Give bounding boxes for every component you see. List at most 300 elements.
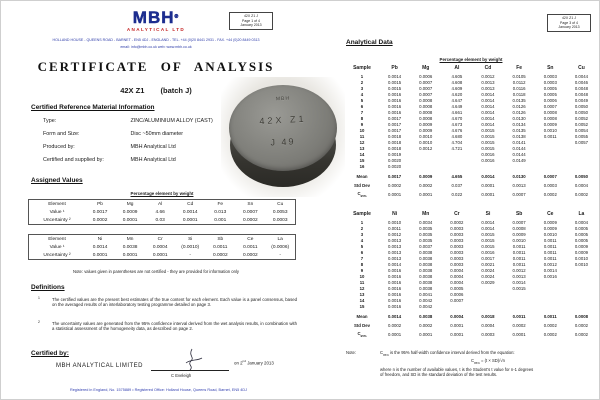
value-cell: 0.0017 <box>387 127 402 133</box>
value-cell: - <box>189 252 192 258</box>
value-cell: 4.680 <box>451 133 463 139</box>
value-cell: 0.0019 <box>387 151 402 157</box>
value-cell: 0.0011 <box>543 249 557 255</box>
page3-corner-box <box>547 14 591 32</box>
value-cell: 0.0009 <box>574 243 588 249</box>
value-cell: 0.0016 <box>387 267 402 273</box>
value-cell: 0.0005 <box>543 85 557 91</box>
definition-marker: 1 <box>38 296 40 300</box>
value-cell: 0.0038 <box>419 285 433 291</box>
value-cell: 0.0010 <box>419 139 433 145</box>
value-cell: 0.0010 <box>574 261 588 267</box>
value-cell: Sn <box>247 201 254 207</box>
value-cell: 4.647 <box>451 97 463 103</box>
value-cell: 0.0016 <box>387 297 402 303</box>
value-cell: La <box>277 236 283 242</box>
value-cell: 0.03 <box>155 217 165 223</box>
value-cell: 0.0012 <box>481 73 495 79</box>
value-cell: Al <box>454 65 460 71</box>
crm-value: MBH Analytical Ltd <box>130 157 176 163</box>
value-cell: 0.0014 <box>481 115 495 121</box>
value-cell: 0.0008 <box>512 225 526 231</box>
value-cell: 0.0015 <box>387 85 402 91</box>
product-ref-code: 42X Z1 <box>120 86 145 95</box>
value-cell: 0.0005 <box>574 237 588 243</box>
value-cell: 4.655 <box>451 173 463 179</box>
value-cell: Ni <box>97 236 103 242</box>
value-cell: Cd <box>484 65 492 71</box>
crm-value: MBH Analytical Ltd <box>130 144 176 150</box>
value-cell: 0.0002 <box>574 191 588 197</box>
value-cell: 4.676 <box>451 127 463 133</box>
row-label-cell: 6 <box>360 103 364 109</box>
value-cell: Cd <box>187 201 194 207</box>
value-cell: 0.0014 <box>481 121 495 127</box>
row-label-cell: 9 <box>360 267 364 273</box>
value-cell: 0.0011 <box>543 237 557 243</box>
value-cell: 0.0010 <box>419 133 433 139</box>
value-cell: 0.0048 <box>574 91 588 97</box>
corner-page: Page 3 of 4 <box>560 20 578 25</box>
value-cell: 0.0005 <box>450 285 464 291</box>
value-cell: 4.66 <box>155 209 165 215</box>
value-cell: 0.0003 <box>450 249 464 255</box>
value-cell: 0.0001 <box>450 322 464 328</box>
value-cell: 0.0116 <box>512 85 526 91</box>
value-cell: 0.0011 <box>243 244 258 250</box>
value-cell: 0.0001 <box>481 191 495 197</box>
value-cell: 0.0013 <box>512 182 526 188</box>
value-cell: 0.0001 <box>182 217 198 223</box>
value-cell: 0.0009 <box>419 121 433 127</box>
value-cell: 0.0002 <box>419 182 433 188</box>
table-row <box>345 328 597 338</box>
value-cell: 0.0048 <box>574 85 588 91</box>
value-cell: 0.0035 <box>419 237 433 243</box>
table-row <box>345 211 597 219</box>
value-cell: 0.0003 <box>450 225 464 231</box>
value-cell: 0.0016 <box>481 151 495 157</box>
value-cell: 0.0042 <box>419 297 433 303</box>
value-cell: 0.0006 <box>543 97 557 103</box>
value-cell: 0.0001 <box>387 331 402 337</box>
parentheses-note: Note: values given in parentheses are not certified - they are provided for information only <box>73 269 239 274</box>
value-cell: 0.0016 <box>387 291 402 297</box>
row-label-cell: Element <box>48 236 66 242</box>
value-cell: 0.0010 <box>387 219 402 225</box>
value-cell: 0.0001 <box>419 331 433 337</box>
value-cell: 0.0011 <box>213 244 228 250</box>
value-cell: 0.0012 <box>512 267 526 273</box>
signatory-name: C Eveleigh <box>171 373 192 378</box>
value-cell: 0.0003 <box>450 243 464 249</box>
value-cell: 0.0135 <box>512 127 526 133</box>
value-cell: 0.0002 <box>574 322 588 328</box>
definition-2 <box>39 321 297 332</box>
note-equation: $C_{95\%} = (t \times SD)/√n$ <box>471 358 505 366</box>
value-cell: 0.0017 <box>387 121 402 127</box>
value-cell: 0.0003 <box>543 182 557 188</box>
value-cell: 0.0009 <box>419 173 433 179</box>
value-cell: 0.0016 <box>481 157 495 163</box>
note-line-2: where n is the number of available values, t is the Student's t value for n-1 degrees <box>380 366 534 372</box>
value-cell: Ce <box>247 236 254 242</box>
value-cell: 0.0012 <box>387 231 402 237</box>
value-cell: Cu <box>578 65 585 71</box>
row-label-cell: 9 <box>360 121 364 127</box>
row-label-cell: 13 <box>359 145 365 151</box>
value-cell: 0.0004 <box>450 279 464 285</box>
value-cell: 0.0009 <box>543 121 557 127</box>
value-cell: 4.704 <box>451 139 463 145</box>
value-cell: 0.0016 <box>387 285 402 291</box>
value-cell: 0.0007 <box>450 297 464 303</box>
value-cell: 0.0002 <box>543 191 557 197</box>
corner-date: January 2013 <box>240 23 262 28</box>
corner-date: January 2013 <box>558 25 580 30</box>
value-cell: 0.0011 <box>543 243 557 249</box>
note-line-1: $C_{95\%}$ is the 95% half-width confidence interval derived from the equation: <box>380 350 515 357</box>
certified-by-heading: Certified by: <box>31 350 69 357</box>
value-cell: 0.0013 <box>481 79 495 85</box>
value-cell: 0.0002 <box>243 252 258 258</box>
disc-engraving-batch: J 49 <box>270 136 296 148</box>
value-cell: 0.0014 <box>481 225 495 231</box>
value-cell: 0.0008 <box>574 313 588 319</box>
value-cell: 0.0014 <box>481 109 495 115</box>
value-cell: 0.0017 <box>387 115 402 121</box>
value-cell: 0.0018 <box>481 313 495 319</box>
value-cell: La <box>578 211 585 217</box>
crm-value: Disc ~50mm diameter <box>130 131 184 137</box>
value-cell: 0.0007 <box>512 219 526 225</box>
crm-label: Certified and supplied by: <box>43 157 104 163</box>
value-cell: 0.0038 <box>122 244 138 250</box>
value-cell: 0.0038 <box>419 249 433 255</box>
value-cell: 0.0055 <box>574 133 588 139</box>
value-cell: 0.0012 <box>543 261 557 267</box>
value-cell: 0.0014 <box>481 173 495 179</box>
value-cell: 0.0053 <box>272 209 288 215</box>
value-cell: 0.0015 <box>481 243 495 249</box>
value-cell: 0.0015 <box>481 145 495 151</box>
value-cell: 0.0010 <box>574 255 588 261</box>
value-cell: 0.0007 <box>419 79 433 85</box>
value-cell: 0.0021 <box>481 261 495 267</box>
batch-label: (batch J) <box>160 86 192 95</box>
value-cell: 0.0141 <box>512 139 526 145</box>
value-cell: 0.0035 <box>419 225 433 231</box>
row-label-cell: 14 <box>359 151 365 157</box>
value-cell: 0.0011 <box>512 243 526 249</box>
value-cell: 0.0009 <box>512 231 526 237</box>
row-label-cell: 16 <box>359 163 365 169</box>
value-cell: 0.0024 <box>481 273 495 279</box>
value-cell: Fe <box>516 65 523 71</box>
value-cell: 0.0038 <box>419 261 433 267</box>
value-cell: 0.0006 <box>450 291 464 297</box>
value-cell: 4.620 <box>451 91 463 97</box>
value-cell: 0.0016 <box>387 103 402 109</box>
value-cell: Cu <box>277 201 284 207</box>
value-cell: 0.0016 <box>387 97 402 103</box>
row-label-cell: Std Dev <box>354 182 370 188</box>
value-cell: 0.0002 <box>543 331 557 337</box>
row-label-cell: 4 <box>360 237 364 243</box>
value-cell: 4.670 <box>451 115 463 121</box>
value-cell: 0.0144 <box>512 151 526 157</box>
contact-line: email: info@mbh.co.uk web: www.mbh.co.uk <box>120 45 192 49</box>
row-label-cell: Element <box>48 201 66 207</box>
value-cell: 0.0002 <box>212 252 228 258</box>
value-cell: 0.0038 <box>419 273 433 279</box>
value-cell: Fe <box>217 201 224 207</box>
value-cell: 0.0013 <box>481 85 495 91</box>
value-cell: 0.0014 <box>481 103 495 109</box>
value-cell: Si <box>485 211 491 217</box>
value-cell: 0.022 <box>451 191 463 197</box>
table-row <box>345 65 597 73</box>
value-cell: 0.0016 <box>481 249 495 255</box>
value-cell: 0.0024 <box>481 267 495 273</box>
value-cell: 0.0004 <box>574 219 588 225</box>
value-cell: 0.0003 <box>450 237 464 243</box>
value-cell: 0.0011 <box>512 255 526 261</box>
disc-engraving-brand: MBH <box>275 95 291 103</box>
value-cell: 0.0007 <box>543 103 557 109</box>
value-cell: 0.0130 <box>512 173 526 179</box>
value-cell: 0.0011 <box>512 261 526 267</box>
row-label-cell: 7 <box>360 109 364 115</box>
value-cell: Sb <box>515 211 523 217</box>
value-cell: 0.0049 <box>574 97 588 103</box>
value-cell: 0.0009 <box>574 249 588 255</box>
value-cell: 0.0105 <box>512 73 526 79</box>
value-cell: 0.0009 <box>122 209 138 215</box>
table-row <box>29 216 296 225</box>
value-cell: 0.0009 <box>419 127 433 133</box>
value-cell: 0.0012 <box>419 145 433 151</box>
disc-top-face <box>229 85 337 171</box>
value-cell: 0.0013 <box>387 243 402 249</box>
definition-1 <box>39 297 297 308</box>
row-label-cell: Std Dev <box>354 322 370 328</box>
value-cell: 0.0035 <box>419 231 433 237</box>
definition-text: The certified values are the present best estimates of the true content for each element. Each value is a panel consensus, based on the averaged results of an interlaboratory testing programme detailed on page 3. <box>52 297 297 308</box>
row-label-cell: Sample <box>353 65 371 71</box>
value-cell: 0.0038 <box>419 255 433 261</box>
value-cell: 0.0002 <box>387 322 402 328</box>
row-label-cell: 15 <box>359 303 365 309</box>
disc-engraving-ref: 42X Z1 <box>259 113 307 127</box>
row-label-cell: Sample <box>353 211 371 217</box>
value-cell: 0.0014 <box>481 97 495 103</box>
value-cell: 0.0004 <box>450 267 464 273</box>
value-cell: 0.0002 <box>450 219 464 225</box>
value-cell: 0.0007 <box>243 209 258 215</box>
value-cell: 0.0011 <box>388 225 401 231</box>
value-cell: 0.0014 <box>387 73 402 79</box>
value-cell: 0.0002 <box>419 322 433 328</box>
value-cell: 0.0004 <box>481 322 495 328</box>
value-cell: 0.0050 <box>574 109 588 115</box>
value-cell: Al <box>158 201 163 207</box>
crm-label: Produced by: <box>43 144 75 150</box>
value-cell: 0.0135 <box>512 97 526 103</box>
value-cell: Mg <box>422 65 430 71</box>
value-cell: 0.0002 <box>92 217 108 223</box>
assigned-values-heading: Assigned Values <box>31 177 83 184</box>
value-cell: 0.0015 <box>481 139 495 145</box>
table-row <box>345 309 597 319</box>
value-cell: 0.0013 <box>387 255 402 261</box>
row-label-cell: $C_{95\%}$ <box>357 191 367 198</box>
crm-label: Type: <box>43 118 57 124</box>
value-cell: 0.0016 <box>387 303 402 309</box>
row-label-cell: 11 <box>359 133 365 139</box>
signature <box>179 347 205 371</box>
table-row <box>345 319 597 328</box>
value-cell: 0.0118 <box>512 91 526 97</box>
value-cell: 0.0010 <box>512 237 526 243</box>
value-cell: 0.0001 <box>450 331 464 337</box>
value-cell: 0.0008 <box>419 97 433 103</box>
value-cell: 0.0003 <box>272 217 288 223</box>
row-label-cell: 10 <box>359 127 365 133</box>
value-cell: 0.0001 <box>92 252 108 258</box>
value-cell: 0.0002 <box>543 322 557 328</box>
value-cell: 0.0112 <box>512 79 526 85</box>
value-cell: 0.0011 <box>543 133 557 139</box>
value-cell: 4.608 <box>451 79 463 85</box>
value-cell: (0.0010) <box>181 244 200 250</box>
value-cell: 0.0130 <box>512 115 526 121</box>
table-row <box>29 235 296 244</box>
value-cell: 0.0004 <box>450 273 464 279</box>
value-cell: 4.673 <box>451 121 463 127</box>
value-cell: 0.0005 <box>543 91 557 97</box>
value-cell: 0.0006 <box>419 73 433 79</box>
value-cell: 0.0002 <box>243 217 258 223</box>
value-cell: 0.0005 <box>574 231 588 237</box>
value-cell: 0.0007 <box>512 191 526 197</box>
value-cell: 0.0007 <box>419 85 433 91</box>
mbh-logo <box>119 9 193 32</box>
value-cell: 0.0003 <box>543 73 557 79</box>
value-cell: 0.0054 <box>574 127 588 133</box>
value-cell: 0.0016 <box>387 109 402 115</box>
value-cell: 0.0001 <box>512 331 526 337</box>
row-label-cell: 12 <box>359 139 365 145</box>
value-cell: 4.721 <box>451 145 463 151</box>
value-cell: 0.0020 <box>387 163 402 169</box>
table-row <box>345 188 597 198</box>
value-cell: 0.0050 <box>574 103 588 109</box>
value-cell: 0.0038 <box>419 313 433 319</box>
value-cell: 0.0014 <box>512 279 526 285</box>
value-cell: 4.609 <box>451 85 463 91</box>
value-cell: (0.0006) <box>271 244 290 250</box>
value-cell: 4.649 <box>451 103 463 109</box>
value-cell: 0.0037 <box>419 243 433 249</box>
row-label-cell: 6 <box>360 249 364 255</box>
value-cell: 0.0052 <box>574 115 588 121</box>
value-cell: 0.0017 <box>387 173 402 179</box>
value-cell: 0.0015 <box>387 79 402 85</box>
registered-office-footer: Registered in England, No. 1575889 • Registered Office: Holland House, Queens Road, Barnet, EN5 4DJ <box>69 388 248 392</box>
value-cell: 0.0003 <box>543 79 557 85</box>
value-cell: 0.0044 <box>574 73 588 79</box>
value-cell: 0.0011 <box>543 255 557 261</box>
value-cell: 0.0002 <box>512 322 526 328</box>
table-row <box>29 200 296 209</box>
row-label-cell: 8 <box>360 261 364 267</box>
value-cell: 0.0014 <box>387 313 402 319</box>
value-cell: 0.0010 <box>543 127 557 133</box>
row-label-cell: 3 <box>360 85 364 91</box>
value-cell: 0.0010 <box>543 231 557 237</box>
registered-mark-icon: ® <box>174 14 180 20</box>
row-label-cell: 5 <box>360 97 364 103</box>
row-label-cell: 2 <box>360 225 364 231</box>
value-cell: 0.0014 <box>92 244 108 250</box>
row-label-cell: Mean <box>356 173 368 179</box>
value-cell: 0.0001 <box>419 191 433 197</box>
note-label: Note: <box>346 350 357 355</box>
value-cell: 0.0014 <box>481 219 495 225</box>
value-cell: Cr <box>454 211 460 217</box>
row-label-cell: $C_{95\%}$ <box>357 331 367 338</box>
value-cell: Pb <box>97 201 103 207</box>
value-cell: 4.605 <box>451 73 463 79</box>
value-cell: Mg <box>126 201 134 207</box>
value-cell: 0.0003 <box>450 255 464 261</box>
mbh-logo-text: MBH® <box>132 8 180 27</box>
definition-text: The uncertainty values are generated from the 95% confidence interval derived from the wet analysis results, in combination with a statistical assessment of the homogeneity data, as described on page 2. <box>52 321 297 332</box>
value-cell: 0.0007 <box>543 173 557 179</box>
value-cell: 0.0003 <box>481 331 495 337</box>
value-cell: 0.0011 <box>512 249 526 255</box>
crm-info-heading: Certified Reference Material Information <box>31 104 155 111</box>
value-cell: 0.001 <box>214 217 227 223</box>
value-cell: Sb <box>217 236 224 242</box>
value-cell: 0.0014 <box>387 261 402 267</box>
row-label-cell: 1 <box>360 219 364 225</box>
value-cell: 0.0018 <box>387 139 402 145</box>
value-cell: 0.0008 <box>543 109 557 115</box>
value-cell: 0.0014 <box>543 267 557 273</box>
table-row <box>29 251 296 260</box>
row-label-cell: 11 <box>359 279 365 285</box>
value-cell: 0.0016 <box>387 279 402 285</box>
note-line-3: of freedom, and SD is the standard deviation of the test results. <box>380 372 498 378</box>
row-label-cell: 8 <box>360 115 364 121</box>
row-label-cell: 13 <box>359 291 365 297</box>
value-cell: 0.0034 <box>419 219 433 225</box>
value-cell: 0.0016 <box>387 273 402 279</box>
value-cell: 0.0046 <box>574 79 588 85</box>
row-label-cell: Value ¹ <box>49 209 65 215</box>
corner-ref: 42X Z1 J <box>561 16 576 20</box>
value-cell: 0.0001 <box>387 191 402 197</box>
row-label-cell: 2 <box>360 79 364 85</box>
value-cell: 0.0015 <box>481 127 495 133</box>
table-row <box>345 169 597 179</box>
crm-label: Form and Size: <box>43 131 80 137</box>
value-cell: Cr <box>157 236 163 242</box>
value-cell: 0.013 <box>214 209 227 215</box>
value-cell: 0.0011 <box>512 313 526 319</box>
